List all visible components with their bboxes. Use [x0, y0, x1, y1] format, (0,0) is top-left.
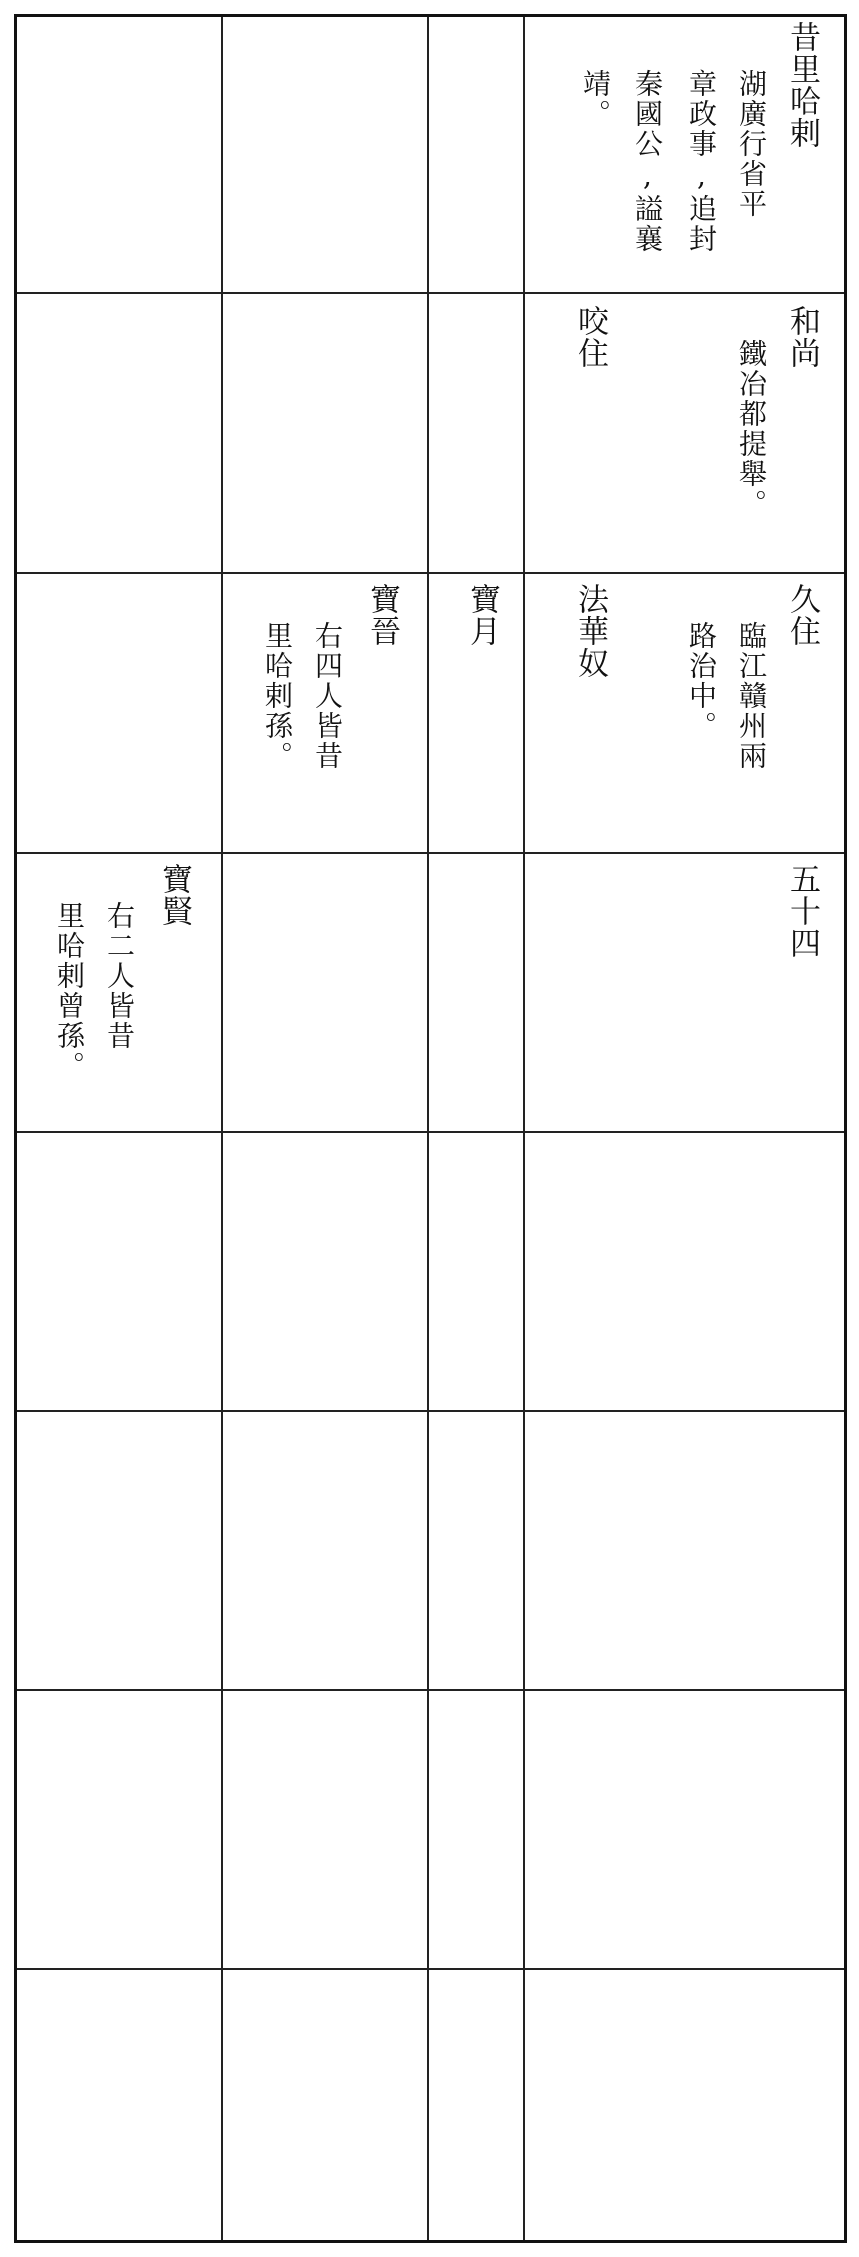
entry-name: 寶晉: [364, 583, 400, 647]
genealogy-table: [14, 14, 847, 2243]
entry-note-line: 秦國公,謚襄: [631, 69, 664, 254]
entry-note-line: 里哈剌曾孫。: [53, 901, 86, 1081]
entry-name: 寶月: [464, 583, 500, 647]
column-divider: [221, 17, 223, 2240]
column-divider: [523, 17, 525, 2240]
entry-name: 昔里哈剌: [784, 21, 820, 149]
row-divider: [17, 292, 844, 294]
entry-note-line: 章政事,追封: [685, 69, 718, 254]
entry-note-line: 湖廣行省平: [735, 69, 768, 219]
entry-name: 五十四: [784, 863, 820, 959]
entry-note-line: 右四人皆昔: [311, 621, 344, 771]
entry-note-line: 右二人皆昔: [103, 901, 136, 1051]
row-divider: [17, 572, 844, 574]
entry-note-line: 里哈剌孫。: [261, 621, 294, 771]
entry-note-line: 臨江贛州兩: [735, 621, 768, 771]
entry-note-line: 鐵冶都提舉。: [735, 339, 768, 519]
entry-name: 寶賢: [156, 863, 192, 927]
row-divider: [17, 1131, 844, 1133]
entry-name: 法華奴: [572, 583, 608, 679]
row-divider: [17, 1968, 844, 1970]
entry-name: 和尚: [784, 305, 820, 369]
entry-note-line: 靖。: [579, 69, 612, 129]
row-divider: [17, 852, 844, 854]
entry-name: 久住: [784, 583, 820, 647]
row-divider: [17, 1410, 844, 1412]
entry-name: 咬住: [572, 305, 608, 369]
column-divider: [427, 17, 429, 2240]
row-divider: [17, 1689, 844, 1691]
entry-note-line: 路治中。: [685, 621, 718, 741]
